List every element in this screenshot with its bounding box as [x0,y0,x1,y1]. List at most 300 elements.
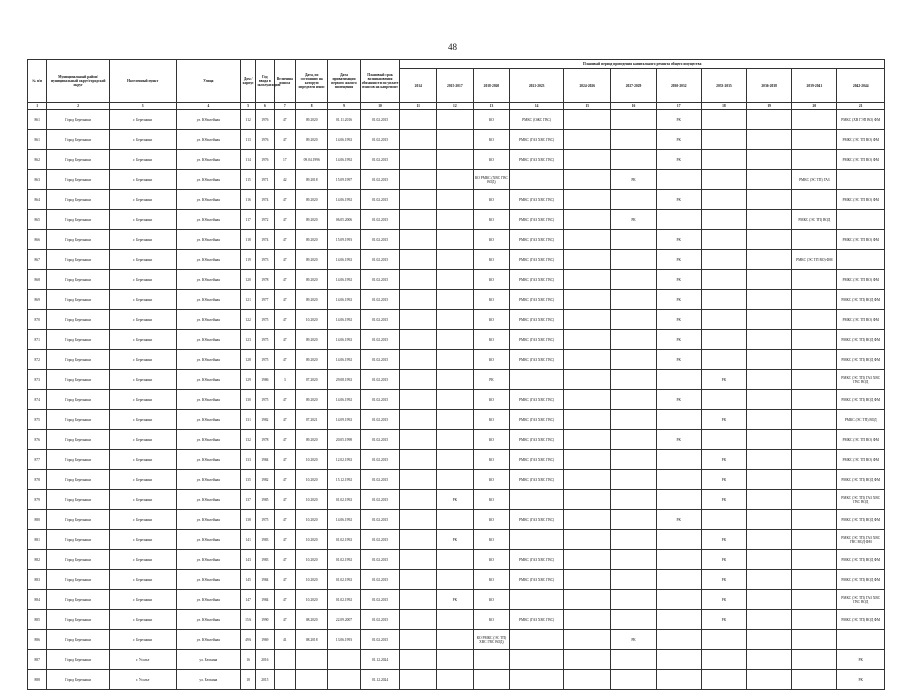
period-cell [564,530,611,550]
period-cell [747,150,792,170]
period-cell [701,110,746,130]
row-number: 887 [28,650,47,670]
table-row [28,350,885,370]
year-cell: 2015 [256,670,274,690]
deadline-cell: 01.02.2015 [360,250,400,270]
period-cell [564,610,611,630]
period-cell: КО [473,230,510,250]
period-cell [656,490,701,510]
period-cell [564,490,611,510]
table-row [28,490,885,510]
settlement-cell: г. Березники [109,110,176,130]
period-cell: КО [473,390,510,410]
period-cell [564,110,611,130]
table-row [28,310,885,330]
column-number: 19 [747,103,792,110]
period-cell [510,630,564,650]
period-cell [564,290,611,310]
settlement-cell: г. Березники [109,190,176,210]
settlement-cell: г. Березники [109,270,176,290]
period-cell [747,630,792,650]
year-cell: 1978 [256,430,274,450]
year-cell: 1978 [256,270,274,290]
wear-cell: 41 [274,630,296,650]
period-cell: РК [656,310,701,330]
street-cell: ул. Юбилейная [176,310,241,330]
settlement-cell: г. Березники [109,530,176,550]
period-cell [792,670,837,690]
house-cell: 145 [241,570,256,590]
period-cell: РМКС (ЭС ТП ВО) ФМ [837,130,885,150]
settlement-cell: г. Березники [109,570,176,590]
deadline-cell: 01.02.2015 [360,510,400,530]
column-number: 2 [47,103,109,110]
wear-cell: 47 [274,450,296,470]
period-cell [564,130,611,150]
period-cell [611,150,656,170]
period-cell [656,670,701,690]
column-number: 9 [328,103,360,110]
settlement-cell: г. Березники [109,430,176,450]
period-cell [747,350,792,370]
period-cell [473,650,510,670]
period-cell [701,350,746,370]
date-privatization-cell: 01.11.2016 [328,110,360,130]
date-wear-cell: 10.2020 [296,510,328,530]
settlement-cell: г. Березники [109,490,176,510]
settlement-cell: г. Березники [109,470,176,490]
settlement-cell: г. Березники [109,510,176,530]
period-cell: РМКС (ЭС ТП) ВОД ФМ [837,330,885,350]
period-cell [656,550,701,570]
settlement-cell: г. Березники [109,390,176,410]
date-privatization-cell: 14.06.1992 [328,350,360,370]
period-cell [701,290,746,310]
period-cell [747,430,792,450]
settlement-cell: г. Березники [109,150,176,170]
period-cell [437,270,474,290]
table-row [28,390,885,410]
header-year: Год ввода в эксплуатацию [256,60,274,103]
table-row [28,450,885,470]
date-privatization-cell: 14.06.1992 [328,150,360,170]
period-cell: КО [473,290,510,310]
wear-cell [274,670,296,690]
period-cell [792,510,837,530]
street-cell: ул. Юбилейная [176,610,241,630]
period-cell [792,390,837,410]
period-cell: РК [701,530,746,550]
period-cell [400,670,437,690]
year-cell: 1984 [256,450,274,470]
period-cell: РМКС (ГАЗ ХВС ГВС) [510,570,564,590]
date-wear-cell: 09.04.1996 [296,150,328,170]
street-cell: ул. Юбилейная [176,330,241,350]
period-cell [400,190,437,210]
settlement-cell: г. Березники [109,550,176,570]
wear-cell: 47 [274,310,296,330]
period-cell [611,450,656,470]
period-cell: РМКС (ГАЗ ХВС ГВС) [510,510,564,530]
deadline-cell: 01.02.2015 [360,310,400,330]
period-cell [701,250,746,270]
table-row [28,210,885,230]
wear-cell: 47 [274,110,296,130]
deadline-cell: 01.02.2015 [360,490,400,510]
period-cell [400,270,437,290]
header-period: 2021-2023 [510,69,564,103]
period-cell: РМКС (ГАЗ ХВС ГВС) [510,430,564,450]
period-cell [792,590,837,610]
wear-cell: 42 [274,170,296,190]
period-cell [747,210,792,230]
deadline-cell: 01.12.2024 [360,650,400,670]
period-cell [611,330,656,350]
period-cell [400,650,437,670]
period-cell: КО [473,150,510,170]
year-cell: 2016 [256,650,274,670]
deadline-cell: 01.02.2015 [360,110,400,130]
period-cell [792,470,837,490]
period-cell: РК [611,170,656,190]
deadline-cell: 01.02.2015 [360,630,400,650]
table-row [28,330,885,350]
period-cell [792,370,837,390]
date-wear-cell [296,650,328,670]
house-cell: 112 [241,110,256,130]
header-period: 2030-2032 [656,69,701,103]
settlement-cell: г. Березники [109,630,176,650]
period-cell [747,570,792,590]
municipal-cell: Город Березники [47,210,109,230]
wear-cell: 47 [274,610,296,630]
period-cell [510,370,564,390]
header-deadline: Плановый срок возникновения обязанности по уплате взносов на капремонт [360,60,400,103]
wear-cell: 47 [274,470,296,490]
date-wear-cell: 10.2020 [296,590,328,610]
period-cell [792,410,837,430]
period-cell [400,470,437,490]
period-cell [611,250,656,270]
header-period: 2036-2038 [747,69,792,103]
deadline-cell: 01.02.2015 [360,370,400,390]
date-privatization-cell: 14.06.1992 [328,130,360,150]
municipal-cell: Город Березники [47,290,109,310]
period-cell [656,410,701,430]
header-house: Дом / корпус [241,60,256,103]
period-cell [564,330,611,350]
row-number: 882 [28,550,47,570]
period-cell [437,110,474,130]
period-cell [611,310,656,330]
date-privatization-cell: 01.02.1992 [328,570,360,590]
table-row [28,250,885,270]
period-cell [792,490,837,510]
period-cell [656,610,701,630]
header-num: № п/п [28,60,47,103]
period-cell: РК [437,590,474,610]
settlement-cell: г. Березники [109,330,176,350]
period-cell [437,370,474,390]
settlement-cell: г. Усолье [109,670,176,690]
period-cell [792,190,837,210]
date-wear-cell: 09.2020 [296,270,328,290]
house-cell: 123 [241,330,256,350]
house-cell: 122 [241,310,256,330]
row-number: 861 [28,130,47,150]
period-cell [400,630,437,650]
period-cell: РК [701,550,746,570]
period-cell [747,650,792,670]
row-number: 870 [28,310,47,330]
row-number: 862 [28,150,47,170]
deadline-cell: 01.02.2015 [360,270,400,290]
settlement-cell: г. Березники [109,170,176,190]
year-cell: 1974 [256,190,274,210]
period-cell: РК [656,430,701,450]
period-cell: РМКС (ГАЗ ХВС ГВС) [510,150,564,170]
period-cell [611,110,656,130]
period-cell: РК [656,330,701,350]
street-cell: ул. Юбилейная [176,510,241,530]
wear-cell: 47 [274,590,296,610]
year-cell: 1976 [256,110,274,130]
municipal-cell: Город Березники [47,650,109,670]
period-cell [611,470,656,490]
period-cell [400,150,437,170]
period-cell [400,110,437,130]
period-cell: КО [473,590,510,610]
period-cell: РМКС (ЭС ТП) ВОД ФМ [837,610,885,630]
period-cell [792,350,837,370]
settlement-cell: г. Березники [109,370,176,390]
wear-cell: 47 [274,290,296,310]
period-cell [564,450,611,470]
street-cell: ул. Юбилейная [176,590,241,610]
table-row [28,510,885,530]
date-privatization-cell: 14.06.1992 [328,390,360,410]
period-cell: РМКС (ГАЗ ХВС ГВС) [510,130,564,150]
row-number: 869 [28,290,47,310]
period-cell [747,490,792,510]
row-number: 884 [28,590,47,610]
period-cell [611,530,656,550]
table-row [28,410,885,430]
deadline-cell: 01.02.2015 [360,230,400,250]
period-cell [792,290,837,310]
street-cell: ул. Белкина [176,650,241,670]
period-cell [564,570,611,590]
date-wear-cell: 09.2020 [296,350,328,370]
date-privatization-cell: 01.02.1992 [328,530,360,550]
date-privatization-cell: 12.02.1992 [328,450,360,470]
date-wear-cell: 10.2020 [296,310,328,330]
header-period: 2014 [400,69,437,103]
period-cell [747,510,792,530]
deadline-cell: 01.02.2015 [360,610,400,630]
period-cell [792,430,837,450]
page-number: 48 [448,42,457,52]
period-cell [400,550,437,570]
row-number: 867 [28,250,47,270]
settlement-cell: г. Березники [109,130,176,150]
municipal-cell: Город Березники [47,490,109,510]
period-cell [510,170,564,190]
column-number: 18 [701,103,746,110]
house-cell: 137 [241,490,256,510]
period-cell [656,590,701,610]
period-cell [564,470,611,490]
period-cell [437,470,474,490]
deadline-cell: 01.02.2015 [360,130,400,150]
wear-cell: 17 [274,150,296,170]
header-period: 2024-2026 [564,69,611,103]
deadline-cell: 01.02.2015 [360,470,400,490]
period-cell [837,170,885,190]
period-cell: РМКС (ЭС ТП ВО) ФМ [792,250,837,270]
year-cell: 1972 [256,210,274,230]
table-row [28,230,885,250]
period-cell [701,270,746,290]
period-cell [701,190,746,210]
row-number: 883 [28,570,47,590]
column-number-row [28,103,885,110]
period-cell [611,570,656,590]
date-privatization-cell: 15.09.1997 [328,170,360,190]
period-cell [564,410,611,430]
house-cell: 128 [241,350,256,370]
period-cell [656,470,701,490]
period-cell [400,590,437,610]
period-cell [400,410,437,430]
municipal-cell: Город Березники [47,370,109,390]
period-cell [564,650,611,670]
date-wear-cell: 09.2020 [296,210,328,230]
column-number: 15 [564,103,611,110]
period-cell [792,270,837,290]
row-number: 863 [28,170,47,190]
header-settlement: Населенный пункт [109,60,176,103]
period-cell: РК [701,370,746,390]
period-cell: РМКС (ЭС ТП ВО) ФМ [837,190,885,210]
period-cell: РМКС (ЭС ТП) ГАЗ ХВС ГВС ВОД [837,370,885,390]
period-cell: КО [473,450,510,470]
period-cell [747,230,792,250]
period-cell [400,170,437,190]
period-cell: РМКС (ЭС ТП) ВОД [792,210,837,230]
period-cell [611,290,656,310]
period-cell: КО [473,250,510,270]
period-cell: РМКС (ГАЗ ХВС ГВС) [510,550,564,570]
period-cell [564,150,611,170]
municipal-cell: Город Березники [47,610,109,630]
year-cell: 1969 [256,630,274,650]
row-number: 861 [28,110,47,130]
period-cell [792,150,837,170]
period-cell [656,630,701,650]
period-cell: КО РМКС (ХВС ГВС ВОД) [473,170,510,190]
period-cell: КО [473,310,510,330]
period-cell [701,150,746,170]
period-cell [792,310,837,330]
municipal-cell: Город Березники [47,230,109,250]
wear-cell: 47 [274,230,296,250]
municipal-cell: Город Березники [47,130,109,150]
period-cell: РК [837,670,885,690]
year-cell: 1984 [256,570,274,590]
period-cell [701,390,746,410]
period-cell [400,430,437,450]
header-street: Улица [176,60,241,103]
table-row [28,290,885,310]
settlement-cell: г. Березники [109,250,176,270]
period-cell: РК [656,390,701,410]
house-cell: 49А [241,630,256,650]
row-number: 871 [28,330,47,350]
period-cell: КО [473,210,510,230]
row-number: 876 [28,430,47,450]
year-cell: 1975 [256,350,274,370]
date-privatization-cell: 14.06.1992 [328,330,360,350]
period-cell: РК [656,250,701,270]
period-cell [510,530,564,550]
period-cell [747,470,792,490]
period-cell [611,190,656,210]
column-number: 7 [274,103,296,110]
period-cell: РМКС (ГАЗ ХВС ГВС) [510,450,564,470]
year-cell: 1976 [256,130,274,150]
settlement-cell: г. Березники [109,610,176,630]
row-number: 879 [28,490,47,510]
year-cell: 1986 [256,370,274,390]
period-cell: РМКС (ЭС ТП ВО) ФМ [837,270,885,290]
street-cell: ул. Юбилейная [176,450,241,470]
house-cell: 147 [241,590,256,610]
period-cell [611,490,656,510]
wear-cell [274,650,296,670]
column-number: 20 [792,103,837,110]
period-cell [510,490,564,510]
house-cell: 16 [241,650,256,670]
period-cell [611,270,656,290]
date-privatization-cell: 14.06.1992 [328,190,360,210]
period-cell: РМКС (ОЖС ГВС) [510,110,564,130]
column-number: 13 [473,103,510,110]
municipal-cell: Город Березники [47,390,109,410]
wear-cell: 47 [274,250,296,270]
period-cell: КО [473,190,510,210]
period-cell [611,130,656,150]
street-cell: ул. Юбилейная [176,170,241,190]
period-cell: РМКС (ЭС ТП) ГАЗ [792,170,837,190]
date-wear-cell: 08.2020 [296,610,328,630]
municipal-cell: Город Березники [47,350,109,370]
period-cell [747,270,792,290]
header-date-privatization: Дата приватизации первого жилого помещения [328,60,360,103]
house-cell: 133 [241,450,256,470]
period-cell [437,650,474,670]
period-cell [400,610,437,630]
period-cell [611,390,656,410]
period-cell [656,370,701,390]
settlement-cell: г. Березники [109,310,176,330]
period-cell: РМКС (ЭС ТП) ГАЗ ХВС ГВС ВОД [837,490,885,510]
wear-cell: 47 [274,430,296,450]
period-cell: КО [473,130,510,150]
period-cell: РК [656,270,701,290]
row-number: 865 [28,210,47,230]
period-cell [564,670,611,690]
